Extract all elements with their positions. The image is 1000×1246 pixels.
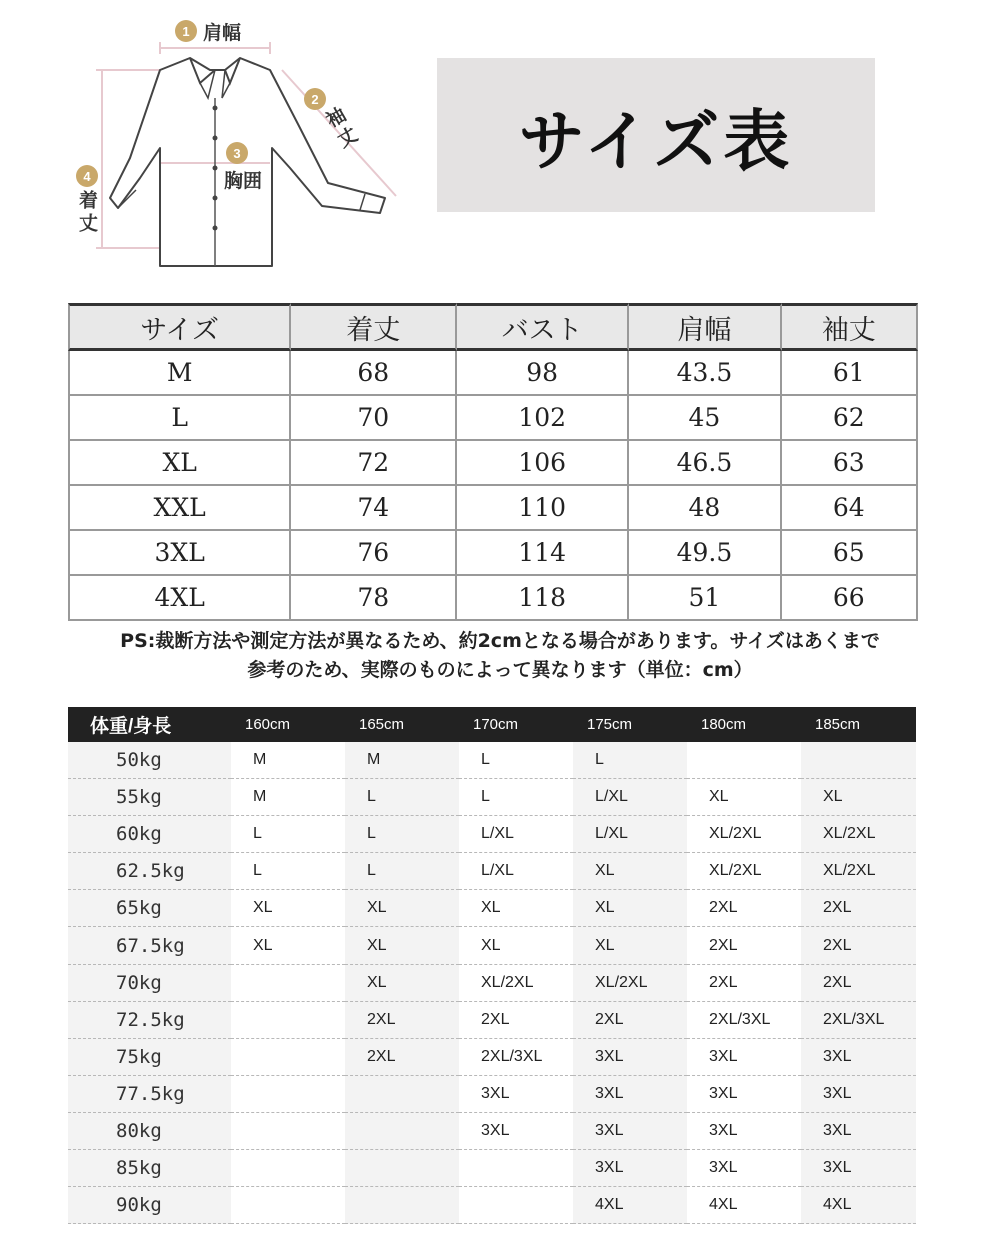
recommended-size-cell: L [345, 816, 459, 853]
recommended-size-cell: 2XL [345, 1038, 459, 1075]
recommended-size-cell: L [345, 853, 459, 890]
size-value-cell: 98 [457, 351, 629, 396]
size-value-cell: 49.5 [629, 531, 781, 576]
size-value-cell: 48 [629, 486, 781, 531]
recommended-size-cell: 3XL [801, 1112, 916, 1149]
recommended-size-cell: M [231, 742, 345, 779]
weight-label-cell: 55kg [68, 779, 231, 816]
size-value-cell: 43.5 [629, 351, 781, 396]
recommended-size-cell: XL [573, 927, 687, 964]
header-height-col: 160cm [231, 707, 345, 742]
size-value-cell: 62 [782, 396, 918, 441]
size-row [68, 441, 918, 486]
recommended-size-cell: L [345, 779, 459, 816]
recommended-size-cell: 3XL [573, 1075, 687, 1112]
recommended-size-cell: XL [459, 890, 573, 927]
recommended-size-cell: 2XL [573, 1001, 687, 1038]
weight-label-cell: 67.5kg [68, 927, 231, 964]
recommended-size-cell [231, 964, 345, 1001]
size-value-cell: 114 [457, 531, 629, 576]
header-bust: バスト [457, 303, 629, 351]
recommended-size-cell: 3XL [687, 1150, 801, 1187]
weight-row [68, 1001, 916, 1038]
recommended-size-cell: XL [573, 853, 687, 890]
size-label-cell: M [68, 351, 291, 396]
size-label-cell: XXL [68, 486, 291, 531]
page-title: サイズ表 [518, 102, 794, 180]
recommended-size-cell: 3XL [687, 1075, 801, 1112]
size-value-cell: 106 [457, 441, 629, 486]
weight-table-header-row [68, 707, 916, 742]
recommended-size-cell: 4XL [801, 1187, 916, 1224]
header-height-col: 185cm [801, 707, 916, 742]
recommended-size-cell: XL [231, 890, 345, 927]
weight-row [68, 1038, 916, 1075]
size-value-cell: 70 [291, 396, 457, 441]
recommended-size-cell: XL [573, 890, 687, 927]
recommended-size-cell: XL [231, 927, 345, 964]
size-table [68, 303, 918, 621]
label-shoulder-width: 肩幅 [203, 22, 242, 44]
size-value-cell: 61 [782, 351, 918, 396]
weight-label-cell: 72.5kg [68, 1001, 231, 1038]
size-row [68, 576, 918, 621]
recommended-size-cell [459, 1187, 573, 1224]
recommended-size-cell: XL [345, 927, 459, 964]
recommended-size-cell [345, 1075, 459, 1112]
header-sleeve: 袖丈 [782, 303, 918, 351]
weight-row [68, 964, 916, 1001]
weight-row [68, 816, 916, 853]
recommended-size-cell: 2XL/3XL [801, 1001, 916, 1038]
recommended-size-cell: XL [345, 964, 459, 1001]
weight-row [68, 1075, 916, 1112]
recommended-size-cell: 2XL [687, 927, 801, 964]
label-total-length: 着丈 [76, 190, 98, 236]
recommended-size-cell: XL/2XL [573, 964, 687, 1001]
measurement-note [60, 627, 940, 685]
recommended-size-cell [687, 742, 801, 779]
recommended-size-cell [231, 1038, 345, 1075]
size-label-cell: 4XL [68, 576, 291, 621]
recommended-size-cell: 2XL [687, 964, 801, 1001]
weight-row [68, 890, 916, 927]
weight-label-cell: 70kg [68, 964, 231, 1001]
recommended-size-cell: L [459, 742, 573, 779]
recommended-size-cell: 2XL [801, 927, 916, 964]
weight-label-cell: 62.5kg [68, 853, 231, 890]
recommended-size-cell [231, 1187, 345, 1224]
label-sleeve-length: 袖丈 [320, 103, 363, 155]
weight-row [68, 1150, 916, 1187]
recommended-size-cell: XL [345, 890, 459, 927]
recommended-size-cell: XL [687, 779, 801, 816]
size-row [68, 486, 918, 531]
recommended-size-cell: 3XL [801, 1075, 916, 1112]
header-height-col: 175cm [573, 707, 687, 742]
weight-row [68, 1187, 916, 1224]
size-value-cell: 46.5 [629, 441, 781, 486]
recommended-size-cell: L [231, 853, 345, 890]
size-value-cell: 45 [629, 396, 781, 441]
header-length: 着丈 [291, 303, 457, 351]
recommended-size-cell: L/XL [573, 816, 687, 853]
size-label-cell: 3XL [68, 531, 291, 576]
size-value-cell: 64 [782, 486, 918, 531]
recommended-size-cell: XL [459, 927, 573, 964]
recommended-size-cell: L [459, 779, 573, 816]
recommended-size-cell: 2XL/3XL [459, 1038, 573, 1075]
recommended-size-cell: 2XL [801, 964, 916, 1001]
recommended-size-cell [231, 1001, 345, 1038]
recommended-size-cell: 2XL/3XL [687, 1001, 801, 1038]
weight-label-cell: 50kg [68, 742, 231, 779]
weight-label-cell: 75kg [68, 1038, 231, 1075]
size-value-cell: 78 [291, 576, 457, 621]
header-height-col: 170cm [459, 707, 573, 742]
header-shoulder: 肩幅 [629, 303, 781, 351]
weight-label-cell: 60kg [68, 816, 231, 853]
measure-number-badge-4: 4 [76, 165, 98, 187]
weight-row [68, 779, 916, 816]
weight-row [68, 853, 916, 890]
size-value-cell: 65 [782, 531, 918, 576]
recommended-size-cell [345, 1112, 459, 1149]
recommended-size-cell: 2XL [459, 1001, 573, 1038]
size-table-header-row [68, 303, 918, 351]
recommended-size-cell [231, 1112, 345, 1149]
size-value-cell: 68 [291, 351, 457, 396]
recommended-size-cell: 2XL [345, 1001, 459, 1038]
recommended-size-cell: 4XL [573, 1187, 687, 1224]
weight-label-cell: 85kg [68, 1150, 231, 1187]
recommended-size-cell: M [231, 779, 345, 816]
recommended-size-cell: M [345, 742, 459, 779]
recommended-size-cell: 3XL [573, 1038, 687, 1075]
weight-row [68, 927, 916, 964]
recommended-size-cell: L/XL [459, 853, 573, 890]
size-value-cell: 102 [457, 396, 629, 441]
recommended-size-cell: 3XL [801, 1150, 916, 1187]
note-line-1: PS:裁断方法や測定方法が異なるため、約2cmとなる場合があります。サイズはあくまで [120, 630, 880, 652]
recommended-size-cell [345, 1187, 459, 1224]
recommended-size-cell: L [231, 816, 345, 853]
recommended-size-cell [231, 1150, 345, 1187]
recommended-size-cell [459, 1150, 573, 1187]
recommended-size-cell: XL/2XL [687, 816, 801, 853]
recommended-size-cell: XL/2XL [801, 853, 916, 890]
header-weight-height: 体重/身長 [68, 707, 231, 742]
header-size: サイズ [68, 303, 291, 351]
size-value-cell: 66 [782, 576, 918, 621]
weight-row [68, 742, 916, 779]
recommended-size-cell: 3XL [459, 1075, 573, 1112]
weight-label-cell: 65kg [68, 890, 231, 927]
size-value-cell: 118 [457, 576, 629, 621]
recommended-size-cell: XL/2XL [687, 853, 801, 890]
measure-number-badge-3: 3 [226, 142, 248, 164]
measure-number-badge-2: 2 [304, 88, 326, 110]
recommended-size-cell: 3XL [573, 1112, 687, 1149]
note-line-2: 参考のため、実際のものによって異なります（単位：cm） [247, 659, 753, 681]
size-label-cell: L [68, 396, 291, 441]
recommended-size-cell: XL [801, 779, 916, 816]
weight-label-cell: 90kg [68, 1187, 231, 1224]
size-value-cell: 74 [291, 486, 457, 531]
recommended-size-cell: 3XL [573, 1150, 687, 1187]
recommended-size-cell: L/XL [573, 779, 687, 816]
shirt-measurement-diagram [60, 8, 420, 278]
size-row [68, 351, 918, 396]
recommended-size-cell: XL/2XL [459, 964, 573, 1001]
recommended-size-cell [345, 1150, 459, 1187]
recommended-size-cell [231, 1075, 345, 1112]
title-banner [437, 58, 875, 212]
weight-row [68, 1112, 916, 1149]
recommended-size-cell: 3XL [687, 1038, 801, 1075]
size-value-cell: 63 [782, 441, 918, 486]
recommended-size-cell: 3XL [459, 1112, 573, 1149]
weight-height-table [68, 707, 916, 1224]
size-label-cell: XL [68, 441, 291, 486]
recommended-size-cell: 4XL [687, 1187, 801, 1224]
recommended-size-cell: 3XL [801, 1038, 916, 1075]
recommended-size-cell: 2XL [687, 890, 801, 927]
recommended-size-cell [801, 742, 916, 779]
size-value-cell: 72 [291, 441, 457, 486]
measure-number-badge-1: 1 [175, 20, 197, 42]
weight-label-cell: 77.5kg [68, 1075, 231, 1112]
size-value-cell: 51 [629, 576, 781, 621]
size-value-cell: 110 [457, 486, 629, 531]
header-height-col: 165cm [345, 707, 459, 742]
recommended-size-cell: XL/2XL [801, 816, 916, 853]
recommended-size-cell: 3XL [687, 1112, 801, 1149]
size-value-cell: 76 [291, 531, 457, 576]
label-chest: 胸囲 [224, 170, 263, 192]
recommended-size-cell: 2XL [801, 890, 916, 927]
recommended-size-cell: L/XL [459, 816, 573, 853]
header-height-col: 180cm [687, 707, 801, 742]
weight-label-cell: 80kg [68, 1112, 231, 1149]
size-row [68, 396, 918, 441]
size-row [68, 531, 918, 576]
recommended-size-cell: L [573, 742, 687, 779]
